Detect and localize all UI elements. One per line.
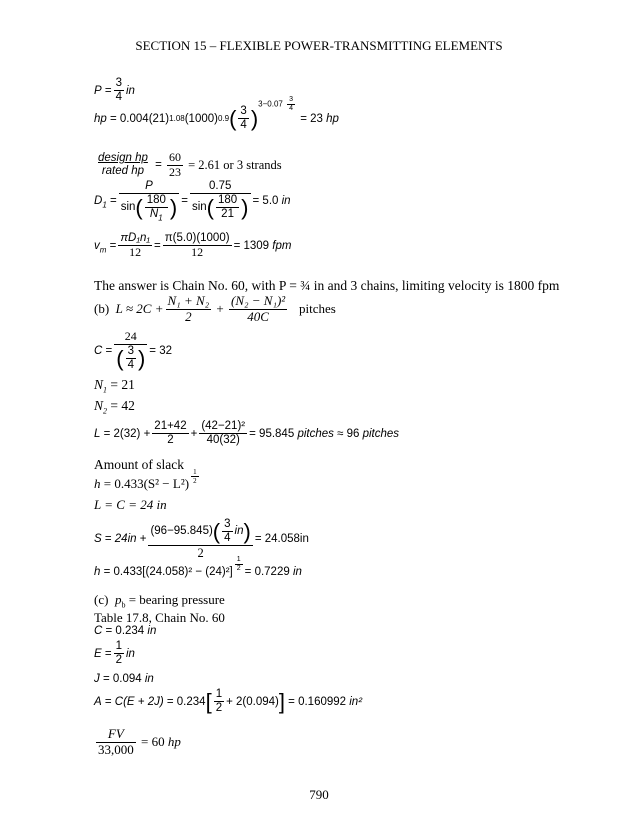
equation-s: S = 24in + (96−95.845) ( $\frac{3}{4}$ in ) 2 = 24.058in (94, 518, 309, 561)
equation-d1: $D_1$ = P sin ( $\frac{180}{N_1}$ ) = 0.75 sin ( $\frac{180}{21}$ ) = 5.0 in (94, 180, 291, 223)
answer-text: The answer is Chain No. 60, with P = ¾ in and 3 chains, limiting velocity is 1800 fpm (94, 278, 560, 293)
equation-p: P = $\frac{3}{4}$ in (94, 77, 135, 104)
equation-h: h = 0.433(S² − L²) $\frac{1}{2}$ (94, 468, 197, 491)
equation-h2: h = 0.433[(24.058)² − (24)²] $\frac{1}{2}$ = 0.7229 in (94, 556, 302, 578)
equation-strands: $\frac{\text{design hp}}{\text{rated hp}}$ = $\frac{60}{23}$ = 2.61 or 3 strands (98, 150, 282, 179)
equation-n1: $N_1 = 21$ (94, 377, 135, 395)
equation-vm: $v_m$ = $\frac{\text{πD₁n₁}}{12}$ = $\frac{\pi(5.0)(1000)}{12}$ = 1309 fpm (94, 232, 292, 260)
equation-j: J = 0.094 in (94, 673, 154, 685)
page-number: 790 (309, 787, 329, 802)
section-header: SECTION 15 – FLEXIBLE POWER-TRANSMITTING ELEMENTS (135, 38, 503, 53)
slack-label: Amount of slack (94, 457, 184, 472)
equation-e: E = $\frac{1}{2}$ in (94, 640, 135, 667)
equation-b: (b) L ≈ 2C + $\frac{\text{N₁ + N₂}}{2}$ + $\frac{\text{(N₂ − N₁)²}}{40C}$ pitches (94, 293, 336, 324)
equation-c: C = 24 ( $\frac{3}{4}$ ) = 32 (94, 329, 173, 372)
part-c-label: (c) $p_b$ = bearing pressure (94, 592, 225, 610)
equation-hp: hp = 0.004 (21) 1.08 (1000) 0.9 ( $\frac{3}{4}$ ) 3−0.07 $\frac{3}{4}$ = 23 hp (94, 96, 339, 132)
equation-l: L = 2(32) + $\frac{21+42}{2}$ + $\frac{\text{(42−21)²}}{40(32)}$ = 95.845 pitches ≈ 96 pitches (94, 420, 400, 447)
equation-lc: L = C = 24 in (94, 497, 167, 512)
equation-c-value: C = 0.234 in (94, 625, 157, 637)
equation-fv: $\frac{FV}{33,000}$ = 60 hp (98, 726, 181, 757)
hp-exponent: 3−0.07 $\frac{3}{4}$ (258, 96, 293, 113)
equation-a: A = C(E + 2J) = 0.234 [ $\frac{1}{2}$ + 2(0.094) ] = 0.160992 in² (94, 688, 363, 715)
table-reference: Table 17.8, Chain No. 60 (94, 610, 225, 625)
equation-n2: $N_2 = 42$ (94, 398, 135, 416)
